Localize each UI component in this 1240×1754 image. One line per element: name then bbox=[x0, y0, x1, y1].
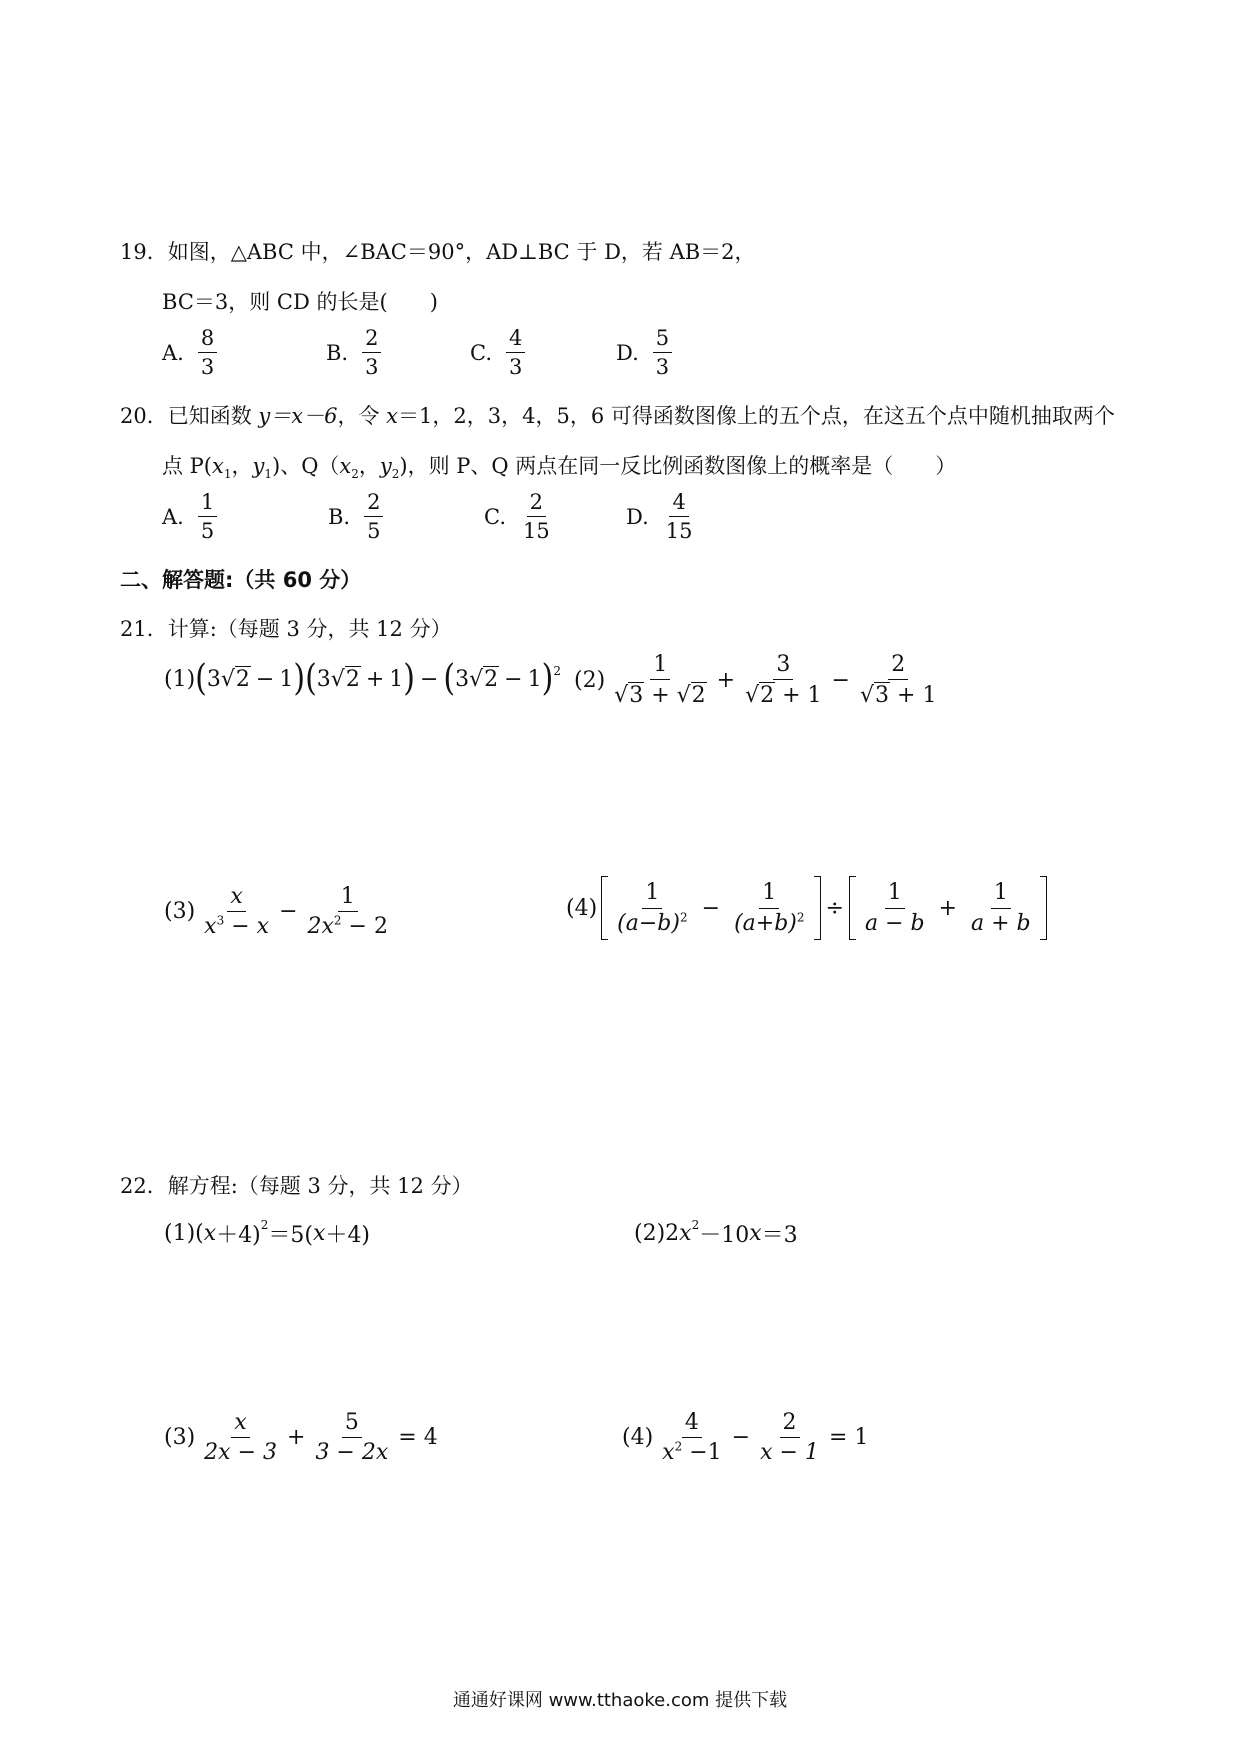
section-heading: 二、解答题:（共 60 分） bbox=[120, 568, 362, 592]
footer-text: 通通好课网 www.tthaoke.com 提供下载 bbox=[452, 1690, 788, 1711]
q19-option-d: D. $\frac{5}{3}$ bbox=[616, 326, 672, 379]
q22-part4: (4) $\frac{4}{x^2 -1}$ − $\frac{2}{x - 1}$ = 1 bbox=[622, 1410, 869, 1466]
q20-line1: 20．已知函数 y＝x－6，令 x＝1，2，3，4，5，6 可得函数图像上的五个点，在这五个点中随机抽取两个 bbox=[120, 404, 1115, 428]
q21-part1: (1) ( 3 √ 2 − 1 ) ( 3 √ 2 + 1 ) − ( 3 √ 2 − 1 ) $^2$ bbox=[164, 657, 561, 700]
q21-title: 21．计算:（每题 3 分，共 12 分） bbox=[120, 617, 452, 641]
q20-option-a: A. $\frac{1}{5}$ bbox=[162, 490, 217, 543]
q20-line2: 点 $P(x_1$，$y_1$)、$Q(x_2$，$y_2$)，则 P、Q 两点在同一反比例函数图像上的概率是（ ） bbox=[162, 454, 957, 482]
q20-option-d: D. $\frac{4}{15}$ bbox=[626, 490, 693, 544]
q20-option-c: C. $\frac{2}{15}$ bbox=[484, 490, 550, 544]
q21-part4: (4) $\frac{1}{(a-b)^2}$ − $\frac{1}{(a+b)^2}$ ÷ $\frac{1}{a - b}$ + $\frac{1}{a + b}$ bbox=[566, 876, 1047, 940]
q19-line2: BC＝3，则 CD 的长是( ) bbox=[162, 290, 438, 314]
q21-part3: (3) $\frac{x}{x^3 - x}$ − $\frac{1}{2x^2 - 2}$ bbox=[164, 884, 388, 940]
q21-part2: (2) 1 √ 3 + √ 2 + 3 √ 2 + 1 − 2 √ 3 + 1 bbox=[574, 652, 937, 709]
q22-part1: (1) ( x ＋4) $^2$ ＝5( x ＋4) bbox=[164, 1218, 371, 1248]
q19-line1: 19．如图，△ABC 中，∠BAC＝90°，AD⊥BC 于 D，若 AB＝2， bbox=[120, 240, 756, 264]
q19-option-b: B. $\frac{2}{3}$ bbox=[326, 326, 381, 379]
q19-option-c: C. $\frac{4}{3}$ bbox=[470, 326, 525, 379]
q20-option-b: B. $\frac{2}{5}$ bbox=[328, 490, 383, 543]
q22-part3: (3) $\frac{x}{2x - 3}$ + $\frac{5}{3 - 2x}$ = 4 bbox=[164, 1410, 438, 1466]
q22-part2: (2) 2 x $^2$ －10 x ＝3 bbox=[634, 1218, 798, 1248]
q22-title: 22．解方程:（每题 3 分，共 12 分） bbox=[120, 1174, 473, 1198]
q19-option-a: A. $\frac{8}{3}$ bbox=[162, 326, 217, 379]
